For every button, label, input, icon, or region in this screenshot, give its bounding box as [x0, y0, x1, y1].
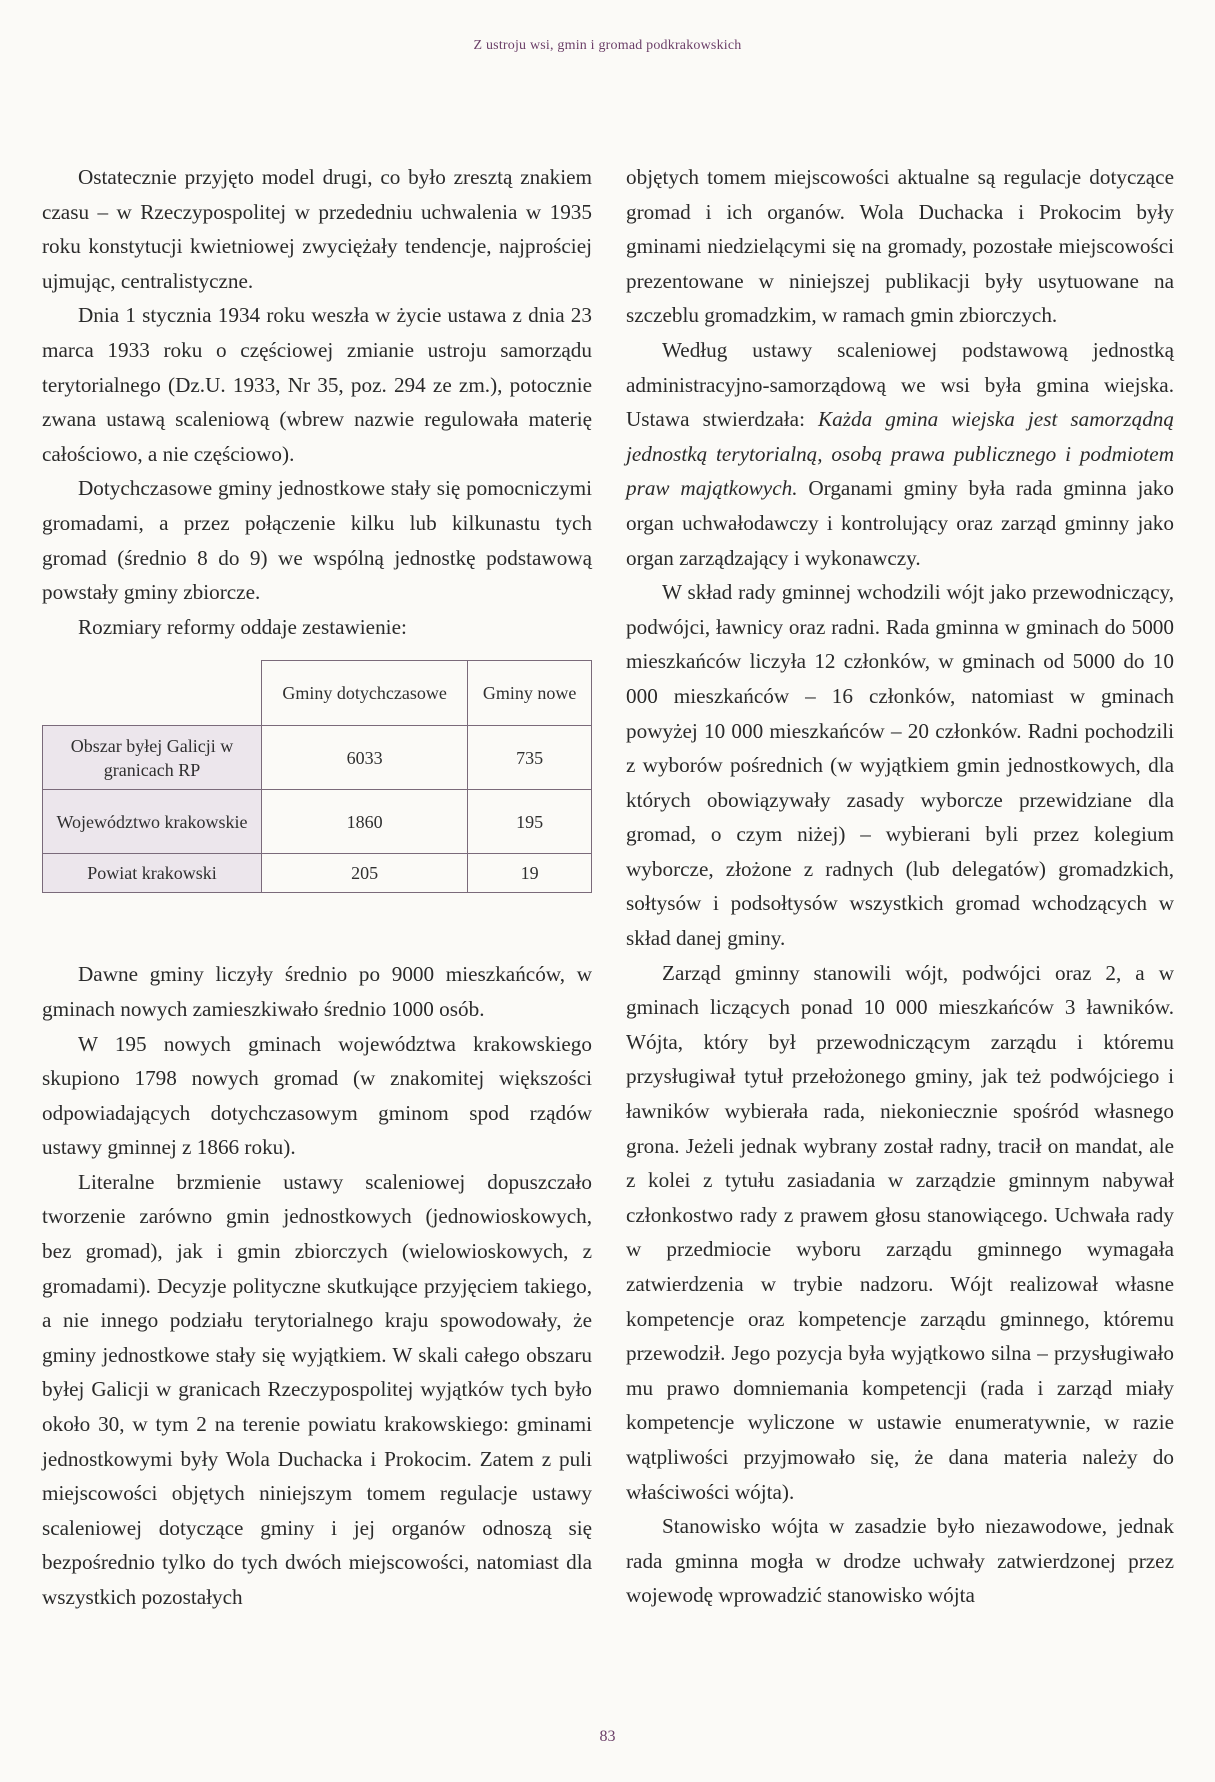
paragraph: W 195 nowych gminach województwa krakowskiego skupiono 1798 nowych gromad (w znakomitej większości odpowiadających dotychczasowym gminom spod rządów ustawy gminnej z 1866 roku).: [42, 1031, 592, 1160]
cell-new: 735: [468, 726, 592, 790]
row-label: Województwo krakowskie: [43, 790, 262, 854]
paragraph: Zarząd gminny stanowili wójt, podwójci oraz 2, a w gminach liczących ponad 10 000 mieszkańców 3 ławników. Wójta, który był przewodniczącym zarządu i któremu przysługiwał tytuł przełożonego gminy, jak też podwójciego i ławników wybierała rada, niekoniecznie spośród własnego grona. Jeżeli jednak wybrany został radny, tracił on mandat, ale z kolei z tytułu zasiadania w zarządzie gminnym nabywał członkostwo rady z prawem głosu stanowiącego. Uchwała rady w przedmiocie wyboru zarządu gminnego wymagała zatwierdzenia w trybie nadzoru. Wójt realizował własne kompetencje oraz kompetencje zarządu gminnego, któremu przewodził. Jego pozycja była wyjątkowo silna – przysługiwało mu prawo domniemania kompetencji (rada i zarząd miały kompetencje wyliczone w ustawie enumeratywnie, w razie wątpliwości przyjmowało się, że dana materia należy do właściwości wójta).: [626, 960, 1174, 1504]
table-corner: [43, 661, 262, 726]
page-number: 83: [599, 1728, 616, 1745]
row-label: Powiat krakowski: [43, 854, 262, 893]
paragraph: Dnia 1 stycznia 1934 roku weszła w życie ustawa z dnia 23 marca 1933 roku o częściowej zmianie ustroju samorządu terytorialnego (Dz.U. 1933, Nr 35, poz. 294 ze zm.), potocznie zwana ustawą scaleniową (wbrew nazwie regulowała materię całościowo, a nie częściowo).: [42, 303, 592, 466]
paragraph: Ostatecznie przyjęto model drugi, co było zresztą znakiem czasu – w Rzeczypospolitej w przededniu uchwalenia w 1935 roku konstytucji kwietniowej zwyciężały tendencje, najprościej ujmując, centralistyczne.: [42, 165, 592, 293]
row-label: Obszar byłej Galicji w granicach RP: [43, 726, 262, 790]
reform-table: [42, 660, 592, 893]
text-run: Organami gminy była rada gminna jako organ uchwałodawczy i kontrolujący oraz zarząd gminny jako organ zarządzający i wykonawczy.: [626, 476, 1174, 570]
paragraph: objętych tomem miejscowości aktualne są regulacje dotyczące gromad i ich organów. Wola Duchacka i Prokocim były gminami niedzielącymi się na gromady, pozostałe miejscowości prezentowane w niniejszej publikacji były usytuowane na szczeblu gromadzkim, w ramach gmin zbiorczych.: [626, 165, 1174, 328]
cell-old: 6033: [262, 726, 468, 790]
law-quote: Każda gmina wiejska jest samorządną jednostką terytorialną, osobą prawa publicznego i podmiotem praw majątkowych.: [626, 407, 1174, 501]
paragraph: Rozmiary reformy oddaje zestawienie:: [78, 614, 407, 639]
cell-new: 195: [468, 790, 592, 854]
paragraph: Literalne brzmienie ustawy scaleniowej dopuszczało tworzenie zarówno gmin jednostkowych (jednowioskowych, bez gromad), jak i gmin zbiorczych (wielowioskowych, z gromadami). Decyzje polityczne skutkujące przyjęciem takiego, a nie innego podziału terytorialnego kraju spowodowały, że gminy jednostkowe stały się wyjątkiem. W skali całego obszaru byłej Galicji w granicach Rzeczypospolitej wyjątków tych było około 30, w tym 2 na terenie powiatu krakowskiego: gminami jednostkowymi były Wola Duchacka i Prokocim. Zatem z puli miejscowości objętych niniejszym tomem regulacje ustawy scaleniowej dotyczące gminy i jej organów odnoszą się bezpośrednio tylko do tych dwóch miejscowości, natomiast dla wszystkich pozostałych: [42, 1169, 592, 1609]
reform-table-wrap: [42, 660, 592, 893]
right-column: [626, 160, 1174, 1613]
left-column: [42, 160, 592, 1615]
table-row: [43, 726, 592, 790]
table-header-old-gminy: Gminy dotychczasowe: [262, 661, 468, 726]
table-row: [43, 854, 592, 893]
table-header-new-gminy: Gminy nowe: [468, 661, 592, 726]
cell-new: 19: [468, 854, 592, 893]
paragraph: Stanowisko wójta w zasadzie było niezawodowe, jednak rada gminna mogła w drodze uchwały zatwierdzonej przez wojewodę wprowadzić stanowisko wójta: [626, 1514, 1174, 1608]
paragraph: Dotychczasowe gminy jednostkowe stały się pomocniczymi gromadami, a przez połączenie kilku lub kilkunastu tych gromad (średnio 8 do 9) we wspólną jednostkę podstawową powstały gminy zbiorcze.: [42, 476, 592, 605]
table-row: [43, 790, 592, 854]
cell-old: 1860: [262, 790, 468, 854]
paragraph: W skład rady gminnej wchodzili wójt jako przewodniczący, podwójci, ławnicy oraz radni. Rada gminna w gminach do 5000 mieszkańców liczyła 12 członków, w gminach od 5000 do 10 000 mieszkańców – 16 członków, natomiast w gminach powyżej 10 000 mieszkańców – 20 członków. Radni pochodzili z wyborów pośrednich (w wyjątkiem gmin jednostkowych, dla których obowiązywały zasady wyborcze przewidziane dla gromad, o czym niżej) – wybierani byli przez kolegium wyborcze, złożone z radnych (lub delegatów) gromadzkich, sołtysów i podsołtysów wszystkich gromad wchodzących w skład danej gminy.: [626, 580, 1174, 951]
paragraph-quote: [626, 333, 1174, 575]
paragraph: Dawne gminy liczyły średnio po 9000 mieszkańców, w gminach nowych zamieszkiwało średnio 1000 osób.: [42, 962, 592, 1021]
text-run: Według ustawy scaleniowej podstawową jednostką administracyjno-samorządową we wsi była gmina wiejska. Ustawa stwierdzała:: [626, 337, 1174, 432]
cell-old: 205: [262, 854, 468, 893]
running-head: Z ustroju wsi, gmin i gromad podkrakowskich: [473, 38, 742, 53]
